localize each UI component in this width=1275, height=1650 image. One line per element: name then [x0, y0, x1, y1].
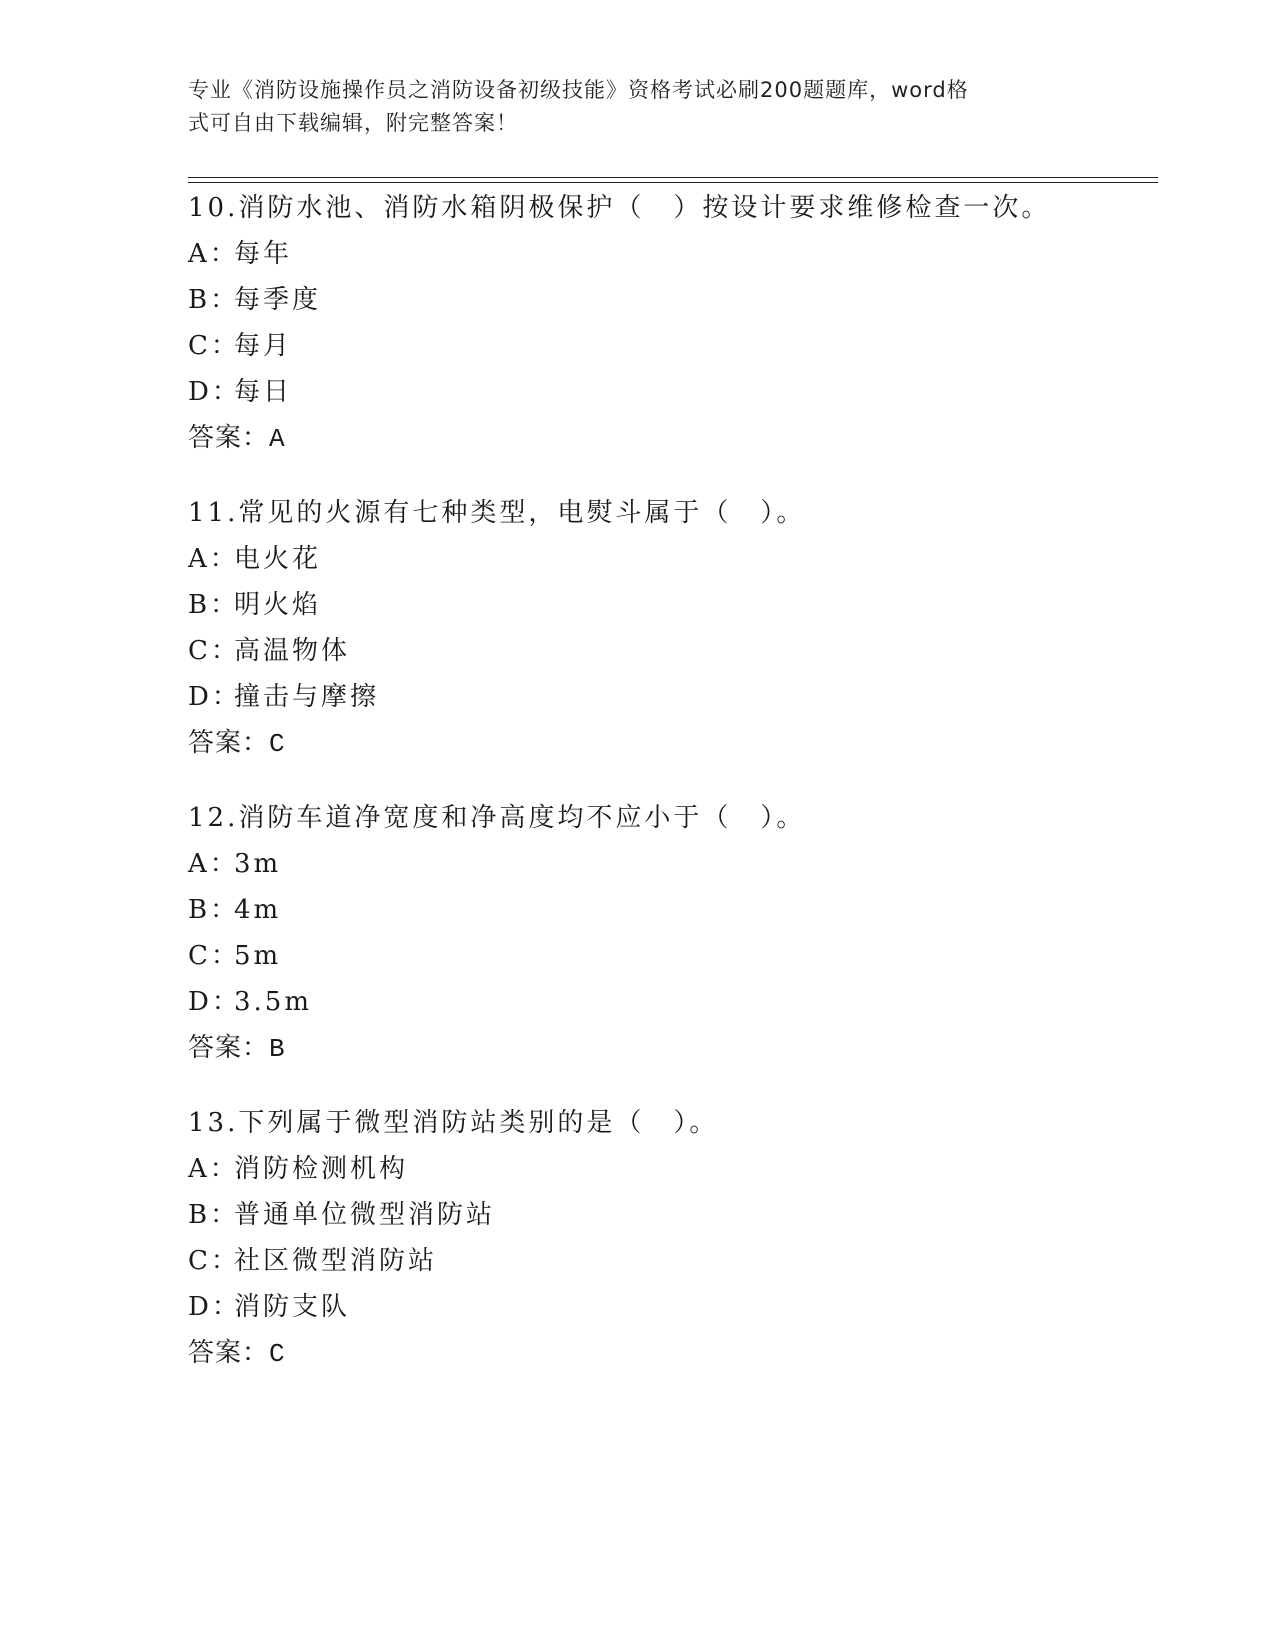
header-divider-bottom [188, 182, 1158, 183]
option-text: 撞击与摩擦 [234, 682, 380, 712]
option-c [188, 933, 1168, 979]
question-block [188, 490, 1168, 767]
option-a [188, 231, 1168, 277]
option-letter: D： [188, 682, 241, 712]
option-letter: A： [188, 1154, 239, 1184]
answer-line [188, 720, 1168, 767]
answer-value: A [269, 424, 286, 454]
question-block [188, 1100, 1168, 1377]
option-letter: D： [188, 987, 241, 1017]
option-c [188, 1238, 1168, 1284]
answer-label: 答案： [188, 1033, 270, 1063]
option-letter: A： [188, 544, 239, 574]
question-stem: 12.消防车道净宽度和净高度均不应小于（ ）。 [188, 803, 806, 833]
option-d [188, 1284, 1168, 1330]
option-text: 高温物体 [234, 636, 351, 666]
question-stem: 11.常见的火源有七种类型，电熨斗属于（ ）。 [188, 498, 806, 528]
option-text: 消防支队 [234, 1292, 351, 1322]
option-letter: B： [188, 895, 240, 925]
option-d [188, 369, 1168, 415]
option-letter: A： [188, 849, 239, 879]
option-letter: B： [188, 285, 240, 315]
option-b [188, 582, 1168, 628]
answer-label: 答案： [188, 728, 270, 758]
option-text: 每年 [234, 239, 293, 269]
option-a [188, 1146, 1168, 1192]
option-text: 社区微型消防站 [234, 1246, 438, 1276]
option-b [188, 887, 1168, 933]
option-d [188, 979, 1168, 1025]
option-c [188, 323, 1168, 369]
option-letter: A： [188, 239, 239, 269]
option-letter: D： [188, 1292, 241, 1322]
option-letter: B： [188, 590, 240, 620]
option-b [188, 277, 1168, 323]
answer-value: C [269, 729, 286, 759]
option-letter: B： [188, 1200, 240, 1230]
option-b [188, 1192, 1168, 1238]
header-line-1: 专业《消防设施操作员之消防设备初级技能》资格考试必刷200题题库，word格 [188, 78, 969, 102]
question-stem: 10.消防水池、消防水箱阴极保护（ ）按设计要求维修检查一次。 [188, 193, 1051, 223]
option-text: 消防检测机构 [234, 1154, 409, 1184]
question-block [188, 795, 1168, 1072]
option-d [188, 674, 1168, 720]
answer-line [188, 1330, 1168, 1377]
option-a [188, 841, 1168, 887]
answer-label: 答案： [188, 423, 270, 453]
option-letter: C： [188, 941, 240, 971]
option-text: 4m [234, 895, 282, 925]
option-c [188, 628, 1168, 674]
document-header [188, 74, 1068, 140]
header-divider-top [188, 177, 1158, 178]
header-line-2: 式可自由下载编辑，附完整答案！ [188, 111, 518, 135]
option-a [188, 536, 1168, 582]
option-text: 每月 [234, 331, 293, 361]
option-text: 每日 [234, 377, 293, 407]
option-text: 3m [234, 849, 282, 879]
answer-value: C [269, 1339, 286, 1369]
question-stem: 13.下列属于微型消防站类别的是（ ）。 [188, 1108, 719, 1138]
option-text: 电火花 [234, 544, 322, 574]
option-text: 普通单位微型消防站 [234, 1200, 496, 1230]
answer-line [188, 1025, 1168, 1072]
answer-value: B [269, 1034, 286, 1064]
option-text: 每季度 [234, 285, 322, 315]
option-text: 明火焰 [234, 590, 322, 620]
option-text: 3.5m [234, 987, 313, 1017]
option-letter: C： [188, 331, 240, 361]
answer-label: 答案： [188, 1338, 270, 1368]
option-letter: C： [188, 636, 240, 666]
question-block [188, 185, 1168, 462]
option-letter: D： [188, 377, 241, 407]
option-text: 5m [234, 941, 282, 971]
answer-line [188, 415, 1168, 462]
option-letter: C： [188, 1246, 240, 1276]
